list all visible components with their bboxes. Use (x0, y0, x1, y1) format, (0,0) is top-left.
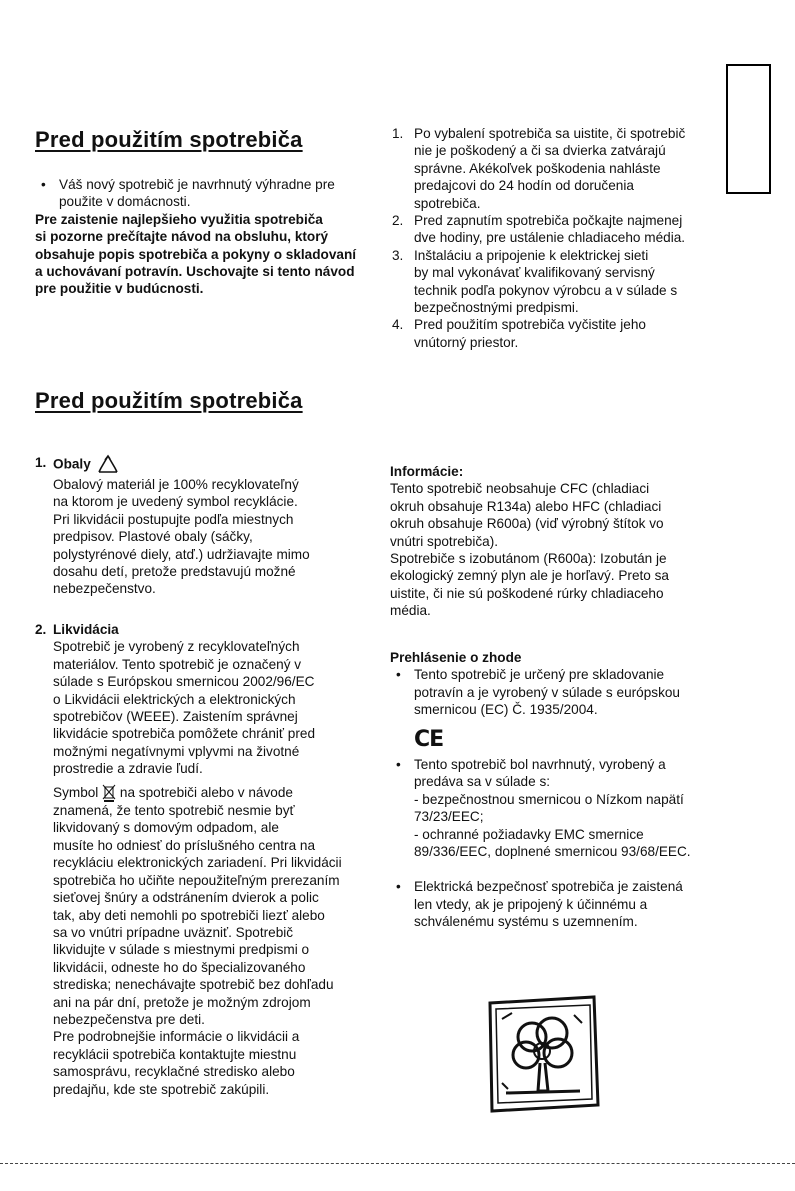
right-list-line: Inštaláciu a pripojenie k elektrickej sieti (414, 247, 649, 263)
right-list-line: Pred zapnutím spotrebiča počkajte najmenej (414, 213, 683, 229)
weee-bin-icon (102, 784, 116, 802)
zhoda-title: Prehlásenie o zhode (390, 650, 522, 665)
likvidacia-line: súlade s Európskou smernicou 2002/96/EC (53, 674, 315, 690)
intro-block (35, 176, 375, 298)
right-list-num: 1. (392, 126, 404, 141)
right-list-num: 4. (392, 317, 404, 333)
likvidacia-line: tak, aby deti nemohli po spotrebiči liezť alebo (53, 907, 325, 923)
zhoda-bullet-1 (390, 666, 735, 718)
likvidacia-line: o Likvidácii elektrických a elektronických (53, 691, 296, 707)
obaly-line: nebezpečenstvo. (53, 581, 156, 597)
informacie-line: Tento spotrebič neobsahuje CFC (chladiaci (390, 481, 650, 497)
zhoda-line: 89/336/EEC, doplnené smernicou 93/68/EEC. (414, 844, 691, 860)
likvidacia-line: ani na pár dní, pretože je možným zdrojom (53, 994, 311, 1010)
intro-bold-line: pre použitie v budúcnosti. (35, 281, 204, 297)
right-list-line: predajcovi do 24 hodín od doručenia (414, 178, 634, 194)
likvidacia-text (35, 638, 380, 777)
crop-line (0, 1163, 795, 1164)
intro-bold-line: si pozorne prečítajte návod na obsluhu, ktorý (35, 229, 329, 245)
obaly-section (35, 454, 375, 598)
right-list-line: dve hodiny, pre ustálenie chladiaceho média. (414, 230, 686, 246)
right-list-item (392, 212, 722, 247)
informacie-line: média. (390, 603, 431, 619)
zhoda-bullet-3-text (414, 878, 735, 930)
likvidacia-line: Pre podrobnejšie informácie o likvidácii a (53, 1029, 300, 1045)
likvidacia-text-2 (35, 802, 380, 1098)
obaly-num: 1. (35, 455, 47, 470)
intro-bold-line: obsahuje popis spotrebiča a pokyny o skladovaní (35, 246, 357, 262)
informacie-line: uistite, či nie sú poškodené rúrky chladiaceho (390, 585, 664, 601)
obaly-line: Obalový materiál je 100% recyklovateľný (53, 477, 299, 492)
likvidacia-line: materiálov. Tento spotrebič je označený v (53, 656, 302, 672)
right-list-line: spotrebiča. (414, 195, 481, 211)
bullet-dot: • (396, 879, 401, 895)
informacie-text (390, 480, 735, 619)
likvidacia-line: spotrebičov (WEEE). Zaistením správnej (53, 709, 298, 725)
likvidacia-line: likvidácie spotrebiča pomôžete chrániť pred (53, 726, 316, 742)
likvidacia-title: Likvidácia (53, 622, 119, 637)
zhoda-line: potravín a je vyrobený v súlade s európskou (414, 684, 680, 700)
zhoda-line: Tento spotrebič bol navrhnutý, vyrobený a (414, 757, 666, 773)
section-heading-before-use: Pred použitím spotrebiča (35, 127, 303, 152)
side-tab (726, 64, 771, 194)
symbol-before-text: Symbol (53, 784, 99, 800)
zhoda-bullet-1-text (414, 666, 735, 718)
zhoda-bullet-2 (390, 756, 735, 860)
right-list-line: by mal vykonávať kvalifikovaný servisný (414, 265, 655, 281)
right-list-num: 3. (392, 247, 404, 263)
likvidacia-line: sa vo vnútri prípadne uväzniť. Spotrebič (53, 924, 294, 940)
right-list-line: vnútorný priestor. (414, 334, 519, 350)
informacie-line: vnútri spotrebiča). (390, 533, 499, 549)
bullet-dot: • (396, 667, 401, 683)
zhoda-line: Elektrická bezpečnosť spotrebiča je zaistená (414, 879, 683, 895)
intro-bold-line: a uchovávaní potravín. Uschovajte si tento návod (35, 264, 355, 280)
right-list-item (392, 316, 722, 351)
likvidacia-symbol-line (35, 784, 380, 802)
likvidacia-title-row (35, 621, 380, 638)
informacie-line: Spotrebiče s izobutánom (R600a): Izobután je (390, 551, 667, 567)
informacie-line: ekologický zemný plyn ale je horľavý. Preto sa (390, 568, 669, 584)
right-list-line: bezpečnostnými predpismi. (414, 300, 579, 316)
zhoda-line: schválenému systému s uzemnením. (414, 914, 638, 930)
right-list-line: Po vybalení spotrebiča sa uistite, či spotrebič (414, 126, 686, 141)
recycle-icon (95, 454, 121, 476)
right-list-item (392, 125, 722, 212)
informacie-section (390, 463, 735, 620)
zhoda-line: smernicou (EC) Č. 1935/2004. (414, 702, 598, 718)
obaly-line: polystyrénové diely, atď.) udržiavajte mimo (53, 546, 310, 562)
ce-mark-row (390, 726, 735, 752)
bullet-dot: • (396, 757, 401, 773)
right-numbered-list (392, 125, 722, 351)
intro-bullet (35, 176, 375, 211)
likvidacia-line: likvidujte v súlade s miestnymi predpismi o (53, 942, 310, 958)
obaly-line: dosahu detí, pretože predstavujú možné (53, 564, 296, 580)
right-list-line: nie je poškodený a či sa dvierka zatvárajú (414, 143, 666, 159)
symbol-after-text: na spotrebiči alebo v návode (119, 784, 293, 800)
zhoda-line: predáva sa v súlade s: (414, 774, 551, 790)
likvidacia-line: sieťovej šnúry a odstránením dvierok a polic (53, 890, 319, 906)
likvidacia-section (35, 621, 380, 1098)
zhoda-line: - ochranné požiadavky EMC smernice (414, 826, 644, 842)
likvidacia-line: spotrebiča ho učiňte nepoužiteľným prerezaním (53, 872, 340, 888)
likvidacia-line: strediska; nenechávajte spotrebič bez dohľadu (53, 977, 334, 993)
obaly-title-row (35, 454, 375, 476)
obaly-text (35, 476, 375, 598)
likvidacia-line: samosprávu, recyklačné stredisko alebo (53, 1064, 295, 1080)
likvidacia-line: prostredie a zdravie ľudí. (53, 761, 203, 777)
right-list-item (392, 247, 722, 317)
likvidacia-line: nebezpečenstva pre deti. (53, 1011, 205, 1027)
likvidacia-num: 2. (35, 622, 47, 637)
likvidacia-line: znamená, že tento spotrebič nesmie byť (53, 803, 295, 819)
obaly-line: Pri likvidácii postupujte podľa miestnych (53, 511, 294, 527)
likvidacia-line: predajňu, kde ste spotrebič zakúpili. (53, 1081, 270, 1097)
likvidacia-line: musíte ho odniesť do príslušného centra na (53, 837, 316, 853)
zhoda-line: len vtedy, ak je pripojený k účinnému a (414, 896, 648, 912)
bullet-dot: • (41, 177, 46, 192)
obaly-title: Obaly (53, 456, 91, 472)
zhoda-section (390, 649, 735, 931)
section-heading-before-use-2: Pred použitím spotrebiča (35, 388, 303, 413)
informacie-title: Informácie: (390, 464, 464, 479)
intro-bullet-text: Váš nový spotrebič je navrhnutý výhradne pre použite v domácnosti. (59, 177, 335, 210)
informacie-line: okruh obsahuje R600a) (viď výrobný štítok vo (390, 516, 664, 532)
intro-bold-text (35, 211, 375, 298)
informacie-line: okruh obsahuje R134a) alebo HFC (chladiaci (390, 498, 662, 514)
likvidacia-line: Spotrebič je vyrobený z recyklovateľných (53, 639, 300, 655)
tree-logo-icon (482, 993, 604, 1115)
right-list-num: 2. (392, 213, 404, 229)
obaly-line: na ktorom je uvedený symbol recyklácie. (53, 494, 298, 510)
zhoda-bullet-2-text (414, 756, 735, 860)
obaly-line: predpisov. Plastové obaly (sáčky, (53, 529, 253, 545)
zhoda-line: Tento spotrebič je určený pre skladovanie (414, 667, 665, 683)
likvidacia-line: recyklácii spotrebiča kontaktujte miestnu (53, 1046, 297, 1062)
zhoda-line: 73/23/EEC; (414, 809, 484, 825)
likvidacia-line: recykláciu elektronických zariadení. Pri likvidácii (53, 855, 342, 871)
zhoda-bullet-3 (390, 878, 735, 930)
right-list-line: technik podľa pokynov výrobcu a v súlade s (414, 282, 678, 298)
intro-bold-line: Pre zaistenie najlepšieho využitia spotrebiča (35, 211, 323, 227)
zhoda-line: - bezpečnostnou smernicou o Nízkom napätí (414, 791, 684, 807)
ce-mark-icon: CE (414, 726, 444, 752)
likvidacia-line: likvidácii, odneste ho do špecializovaného (53, 959, 306, 975)
likvidacia-line: možnými negatívnymi vplyvmi na životné (53, 743, 300, 759)
right-list-line: Pred použitím spotrebiča vyčistite jeho (414, 317, 646, 333)
right-list-line: správne. Akékoľvek poškodenia nahláste (414, 160, 661, 176)
likvidacia-line: likvidovaný s domovým odpadom, ale (53, 820, 279, 836)
